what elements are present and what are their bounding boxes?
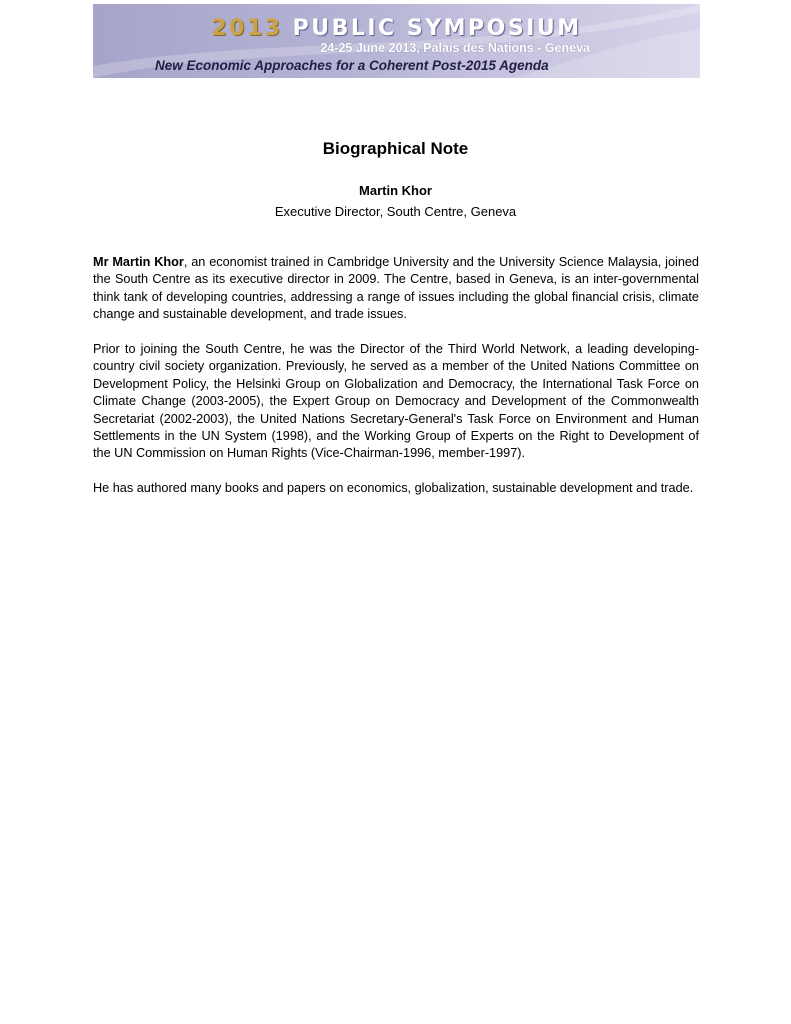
biography-lead-name: Mr Martin Khor [93,255,184,269]
biography-paragraph-3: He has authored many books and papers on economics, globalization, sustainable development and trade. [93,481,694,496]
biography-paragraph-1-text: , an economist trained in Cambridge University and the University Science Malaysia, joined the South Centre as its executive director in 2009. The Centre, based in Geneva, is an inter-governmental think tank of developing countries, addressing a range of issues including the global financial crisis, climate change and sustainable development, and trade issues. [93,255,699,322]
biography-paragraph-2: Prior to joining the South Centre, he was the Director of the Third World Network, a leading developing-country civil society organization. Previously, he served as a member of the United Nations Committee on Development Policy, the Helsinki Group on Globalization and Democracy, the International Task Force on Climate Change (2003-2005), the Expert Group on Democracy and Development of the Commonwealth Secretariat (2002-2003), the United Nations Secretary-General's Task Force on Environment and Human Settlements in the UN System (1998), and the Working Group of Experts on the Right to Development of the UN Commission on Human Rights (Vice-Chairman-1996, member-1997). [93,342,699,461]
biography-paragraph-1 [93,254,699,324]
banner-symposium-name: PUBLIC SYMPOSIUM [292,16,582,41]
banner-dateline: 24-25 June 2013, Palais des Nations - Geneva [320,41,590,55]
banner-title [93,18,700,40]
person-role: Executive Director, South Centre, Geneva [274,204,517,219]
biography-body [93,254,699,515]
banner-tagline: New Economic Approaches for a Coherent Post-2015 Agenda [155,58,549,73]
document-title: Biographical Note [322,139,469,158]
person-name: Martin Khor [359,183,432,198]
banner-year: 2013 [211,16,283,41]
symposium-banner [93,4,700,78]
